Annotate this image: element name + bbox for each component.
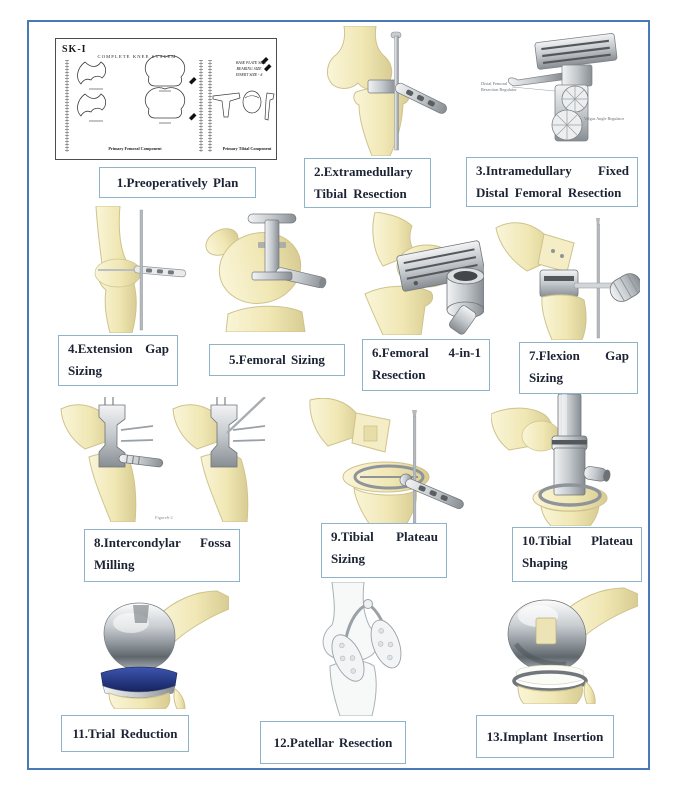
step-7-illustration: [494, 214, 640, 340]
device-label-distal-1: Distal Femoral: [481, 81, 508, 86]
step-5-caption: 5.Femoral Sizing: [209, 344, 345, 376]
step-11-illustration: [57, 589, 229, 709]
step-4-caption: 4.Extension Gap Sizing: [58, 335, 178, 386]
plan-size-line-1: BASE PLATE SIZE: [235, 61, 267, 65]
step-11-caption: 11.Trial Reduction: [61, 715, 189, 752]
step-10-caption: 10.Tibial Plateau Shaping: [512, 527, 642, 582]
step-3-illustration: [478, 28, 630, 155]
step-12-caption: 12.Patellar Resection: [260, 721, 406, 764]
step-7-caption: 7.Flexion Gap Sizing: [519, 342, 638, 394]
step-8-caption: 8.Intercondylar Fossa Milling: [84, 529, 240, 582]
step-6-caption: 6.Femoral 4-in-1 Resection: [362, 339, 490, 391]
step-2-caption: 2.Extramedullary Tibial Resection: [304, 158, 431, 208]
step-2-illustration: [298, 26, 460, 156]
plan-size-line-2: BEARING SIZE: [236, 67, 262, 71]
step-12-illustration: [276, 582, 424, 716]
plan-tibial-footer: Primary Tibial Component: [222, 146, 272, 151]
figure-note: Figure6-2: [155, 515, 173, 520]
step-5-illustration: [188, 212, 344, 332]
step-3-caption: 3.Intramedullary Fixed Distal Femoral Resection: [466, 157, 638, 207]
step-8-illustration: [55, 397, 270, 522]
step-1-caption: 1.Preoperatively Plan: [99, 167, 256, 198]
plan-model-label: SK-I: [62, 44, 87, 55]
step-6-illustration: [347, 212, 484, 335]
step-13-caption: 13.Implant Insertion: [476, 715, 614, 758]
step-4-illustration: [40, 206, 192, 333]
plan-femoral-footer: Primary Femoral Component: [108, 146, 162, 151]
plan-size-line-3: INSERT SIZE - #: [235, 73, 263, 77]
step-10-illustration: [491, 394, 640, 526]
device-label-distal-2: Resection Regulator: [481, 87, 517, 92]
step-9-caption: 9.Tibial Plateau Sizing: [321, 523, 447, 578]
plan-system-label: COMPLETE KNEE SYSTEM: [97, 54, 177, 59]
step-9-illustration: [294, 398, 480, 525]
step-1-illustration: [55, 38, 277, 160]
step-13-illustration: [466, 584, 638, 704]
device-label-valgus: Valgus Angle Regulator: [584, 116, 625, 121]
